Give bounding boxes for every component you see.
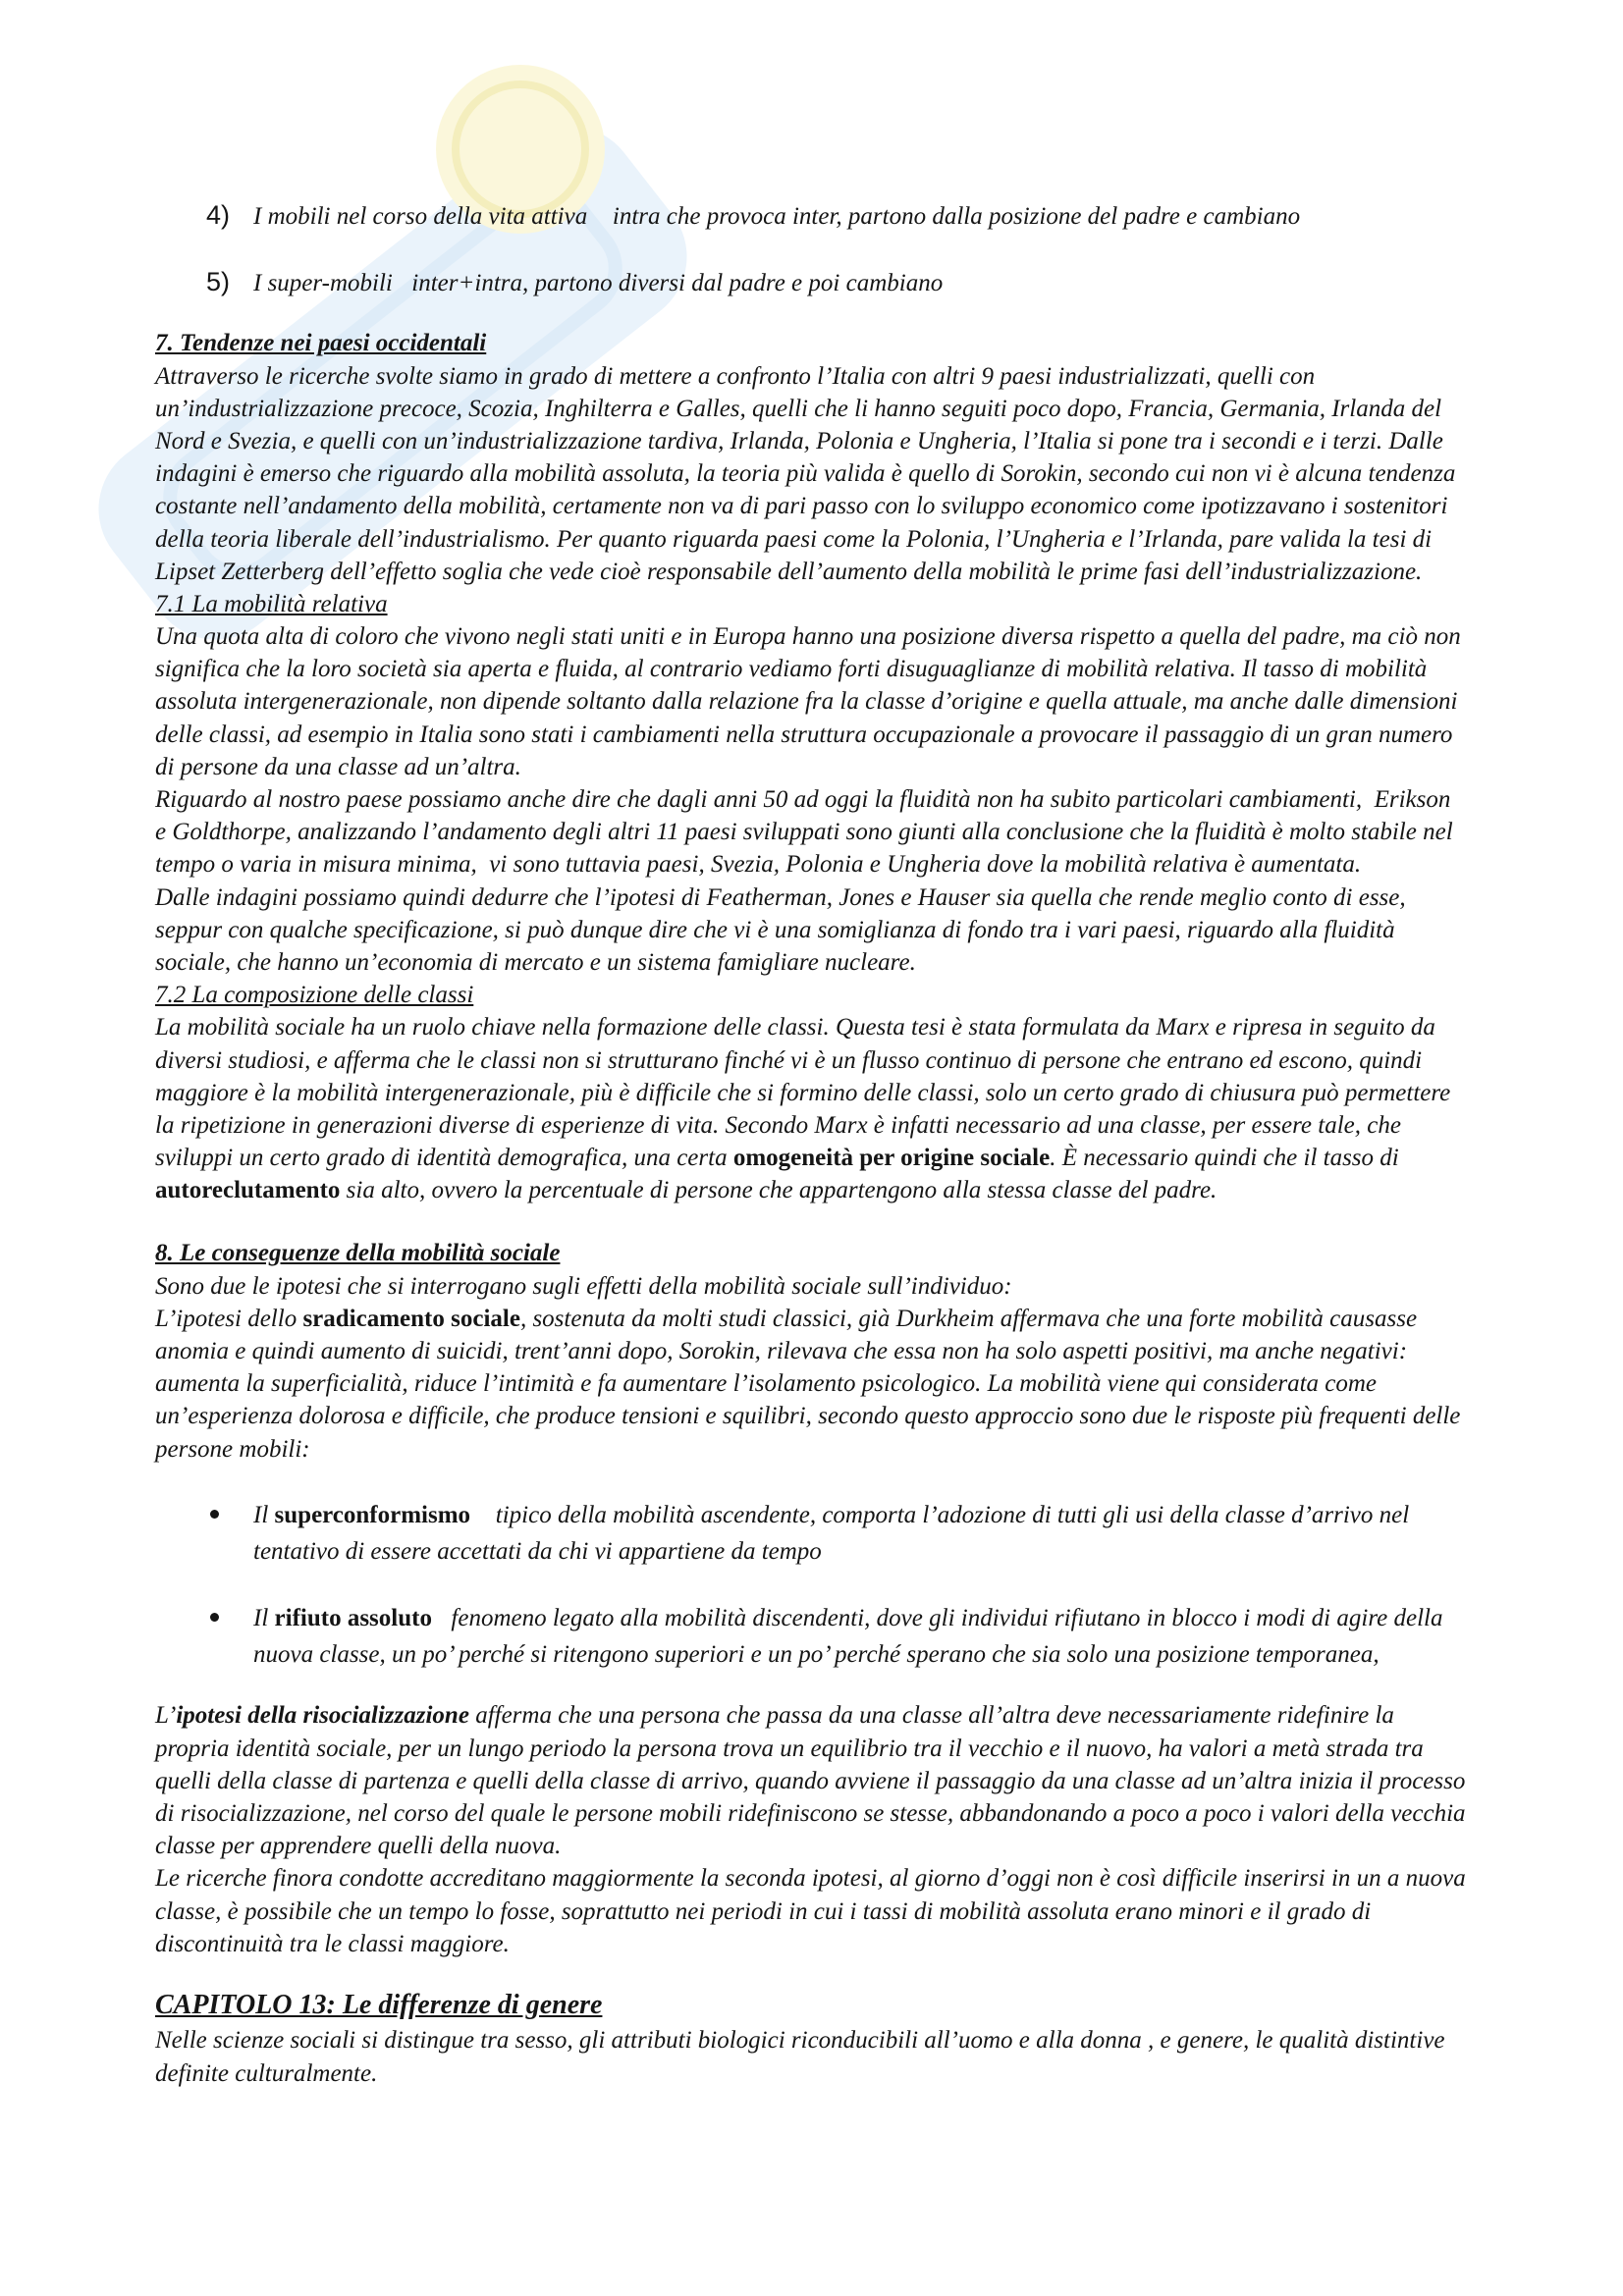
- text-line: della teoria liberale dell’industrialismo. Per quanto riguarda paesi come la Polonia, l’Ungheria e l’Irlanda, pare valida la tesi di: [155, 525, 1433, 553]
- text-line: tentativo di essere accettati da chi vi appartiene da tempo: [253, 1537, 822, 1565]
- subsection-heading: 7.2 La composizione delle classi: [155, 982, 474, 1009]
- text-line: aumenta la superficialità, riduce l’intimità e fa aumentare l’isolamento psicologico. La mobilità viene qui considerata come: [155, 1370, 1378, 1398]
- numbered-item: [206, 264, 943, 299]
- text-line: delle classi, ad esempio in Italia sono stati i cambiamenti nella struttura occupazionale a provocare il passaggio di un gran numero: [155, 721, 1453, 748]
- text-line: [155, 1699, 1466, 1732]
- bullet-icon: [210, 1510, 219, 1519]
- bullet-item: [253, 1600, 1442, 1673]
- bold-term: autoreclutamento: [155, 1177, 341, 1204]
- chapter-13-paragraph: [155, 2024, 1445, 2089]
- text-segment: L’ipotesi dello: [155, 1305, 303, 1332]
- text-line: discontinuità tra le classi maggiore.: [155, 1930, 510, 1957]
- section-8: [155, 1237, 1460, 1465]
- text-line: costante nell’andamento della mobilità, certamente non va di pari passo con lo sviluppo economico come ipotizzavano i sostenitori: [155, 493, 1448, 520]
- text-segment: afferma che una persona che passa da una classe all’altra deve necessariamente ridefinire la: [468, 1702, 1394, 1730]
- text-segment: L’: [155, 1702, 177, 1730]
- text-line: [155, 1303, 1460, 1335]
- text-line: Attraverso le ricerche svolte siamo in grado di mettere a confronto l’Italia con altri 9 paesi industrializzati, quelli con: [155, 362, 1316, 390]
- bold-term: ipotesi della risocializzazione: [176, 1702, 469, 1730]
- text-line: anomia e quindi aumento di suicidi, trent’anni dopo, Sorokin, rilevava che essa non ha solo aspetti positivi, ma anche negativi:: [155, 1337, 1408, 1364]
- text-line: [253, 1600, 1442, 1636]
- bold-term: sradicamento sociale: [302, 1305, 520, 1332]
- text-line: di persone da una classe ad un’altra.: [155, 753, 521, 780]
- text-line: diversi studiosi, e afferma che le classi non si strutturano finché vi è un flusso continuo di persone che entrano ed escono, quindi: [155, 1046, 1423, 1074]
- text-line: e Goldthorpe, analizzando l’andamento degli altri 11 paesi sviluppati sono giunti alla conclusione che la fluidità è molto stabile nel: [155, 819, 1453, 846]
- item-number: 5): [206, 267, 231, 296]
- item-text: I super-mobili inter+intra, partono diversi dal padre e poi cambiano: [253, 270, 931, 296]
- numbered-item: [206, 197, 1300, 233]
- text-line: classe per apprendere quelli della nuova.: [155, 1833, 562, 1860]
- text-line: Riguardo al nostro paese possiamo anche dire che dagli anni 50 ad oggi la fluidità non ha subito particolari cambiamenti, Erikson: [155, 786, 1451, 814]
- bullet-item: [253, 1497, 1409, 1570]
- text-line: Lipset Zetterberg dell’effetto soglia che vede cioè responsabile dell’aumento della mobilità le prime fasi dell’industrializzazione.: [155, 558, 1423, 585]
- bullet-icon: [210, 1613, 219, 1622]
- text-segment: Il: [253, 1604, 275, 1631]
- text-line: maggiore è la mobilità intergenerazionale, più è difficile che si formino delle classi, solo un certo grado di chiusura può permettere: [155, 1079, 1451, 1106]
- bold-term: superconformismo: [274, 1501, 471, 1528]
- text-segment: sviluppi un certo grado di identità demografica, una certa: [155, 1145, 733, 1172]
- chapter-13-heading-block: [155, 1988, 602, 2023]
- text-segment: , sostenuta da molti studi classici, già Durkheim affermava che una forte mobilità causasse: [519, 1305, 1418, 1332]
- text-line: [253, 1497, 1409, 1533]
- text-segment: tipico della mobilità ascendente, comporta l’adozione di tutti gli usi della classe d’arrivo nel: [470, 1501, 1396, 1528]
- text-segment: fenomeno legato alla mobilità discendenti, dove gli individui rifiutano in blocco i modi di agire della: [431, 1604, 1431, 1631]
- section-heading: 7. Tendenze nei paesi occidentali: [155, 330, 487, 357]
- text-line: sociale, che hanno un’economia di mercato e un sistema famigliare nucleare.: [155, 948, 916, 976]
- text-line: Le ricerche finora condotte accreditano maggiormente la seconda ipotesi, al giorno d’oggi non è così difficile inserirsi in un a nuova: [155, 1865, 1466, 1893]
- text-line: quelli della classe di partenza e quelli della classe di arrivo, quando avviene il passaggio da una classe ad un’altra inizia il processo: [155, 1767, 1466, 1794]
- text-line: Dalle indagini possiamo quindi dedurre che l’ipotesi di Featherman, Jones e Hauser sia quella che rende meglio conto di esse,: [155, 883, 1406, 911]
- text-segment: Il: [253, 1501, 275, 1528]
- text-segment: . È necessario quindi che il tasso di: [1050, 1145, 1399, 1172]
- text-line: indagini è emerso che riguardo alla mobilità assoluta, la teoria più valida è quello di Sorokin, secondo cui non vi è alcuna tendenza: [155, 460, 1456, 488]
- text-line: classe, è possibile che un tempo lo fosse, soprattutto nei periodi in cui i tassi di mobilità assoluta erano minori e il grado di: [155, 1897, 1372, 1925]
- text-line: un’esperienza dolorosa e difficile, che produce tensioni e squilibri, secondo questo approccio sono due le risposte più frequenti delle: [155, 1403, 1461, 1430]
- text-line: un’industrializzazione precoce, Scozia, Inghilterra e Galles, quelli che li hanno seguiti poco dopo, Francia, Germania, Irlanda del: [155, 395, 1442, 422]
- text-line: seppur con qualche specificazione, si può dunque dire che vi è una somiglianza di fondo tra i vari paesi, riguardo alla fluidità: [155, 916, 1395, 943]
- text-line: persone mobili:: [155, 1435, 310, 1463]
- text-line: [155, 1142, 1461, 1174]
- risocializzazione-paragraph: [155, 1699, 1466, 1960]
- text-line: Sono due le ipotesi che si interrogano sugli effetti della mobilità sociale sull’individuo:: [155, 1272, 1012, 1300]
- subsection-heading: 7.1 La mobilità relativa: [155, 590, 388, 617]
- text-line: Nord e Svezia, e quelli con un’industrializzazione tardiva, Irlanda, Polonia e Ungheria, l’Italia si pone tra i secondi e i terzi. Dalle: [155, 427, 1443, 454]
- text-line: tempo o varia in misura minima, vi sono tuttavia paesi, Svezia, Polonia e Ungheria dove la mobilità relativa è aumentata.: [155, 851, 1362, 879]
- item-number: 4): [206, 200, 231, 230]
- text-segment: sia alto, ovvero la percentuale di persone che appartengono alla stessa classe del padre.: [340, 1177, 1217, 1204]
- text-line: la ripetizione in generazioni diverse di esperienze di vita. Secondo Marx è infatti necessario ad una classe, per essere tale, che: [155, 1111, 1401, 1139]
- bold-term: rifiuto assoluto: [274, 1604, 432, 1631]
- text-line: significa che la loro società sia aperta e fluida, al contrario vediamo forti disuguaglianze di mobilità relativa. Il tasso di mobilità: [155, 656, 1428, 683]
- chapter-heading: CAPITOLO 13: Le differenze di genere: [155, 1990, 603, 2020]
- text-line: assoluta intergenerazionale, non dipende soltanto dalla relazione fra la classe d’origine e quella attuale, ma anche dalle dimensioni: [155, 688, 1458, 716]
- text-line: di risocializzazione, nel corso del quale le persone mobili ridefiniscono se stesse, abbandonando a poco a poco i valori della vecchia: [155, 1799, 1466, 1827]
- text-line: nuova classe, un po’ perché si ritengono superiori e un po’ perché sperano che sia solo una posizione temporanea,: [253, 1640, 1380, 1668]
- text-line: Una quota alta di coloro che vivono negli stati uniti e in Europa hanno una posizione diversa rispetto a quella del padre, ma ciò non: [155, 623, 1461, 651]
- text-line: [155, 1174, 1461, 1206]
- bold-term: omogeneità per origine sociale: [732, 1145, 1051, 1172]
- section-heading: 8. Le conseguenze della mobilità sociale: [155, 1240, 561, 1267]
- text-line: propria identità sociale, per un lungo periodo la persona trova un equilibrio tra il vecchio e il nuovo, ha valori a metà strada tra: [155, 1735, 1424, 1762]
- section-7: [155, 327, 1461, 1206]
- item-text: I mobili nel corso della vita attiva intra che provoca inter, partono dalla posizione del padre e cambiano: [253, 203, 1287, 230]
- text-line: Nelle scienze sociali si distingue tra sesso, gli attributi biologici riconducibili all’uomo e alla donna , e genere, le qualità distintive: [155, 2027, 1445, 2055]
- text-line: definite culturalmente.: [155, 2059, 378, 2087]
- text-line: La mobilità sociale ha un ruolo chiave nella formazione delle classi. Questa tesi è stata formulata da Marx e ripresa in seguito da: [155, 1014, 1435, 1041]
